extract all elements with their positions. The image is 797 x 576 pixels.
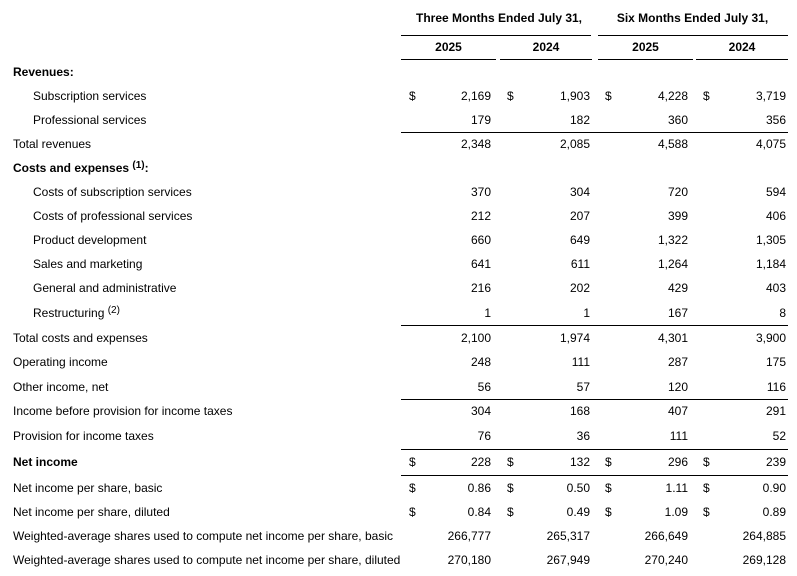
row-label: [13, 399, 232, 423]
value-cell: 36: [576, 429, 590, 443]
currency-symbol: $: [507, 455, 514, 469]
row-label: [13, 375, 108, 399]
value-cell: 2,085: [559, 137, 590, 151]
value-cell: 0.49: [566, 505, 590, 519]
value-cell: 248: [470, 355, 491, 369]
value-cell: 594: [765, 185, 786, 199]
table-row: [0, 156, 797, 180]
row-label-suffix: :: [144, 161, 149, 175]
value-cell: 1: [484, 306, 491, 320]
row-label: [33, 252, 142, 276]
year-header-4: 2024: [728, 40, 756, 54]
value-cell: 1,903: [559, 89, 590, 103]
value-cell: 76: [477, 429, 491, 443]
row-label-text: Costs of professional services: [33, 209, 193, 223]
table-row: [0, 108, 797, 132]
table-row: [0, 399, 797, 423]
row-label: [33, 276, 176, 300]
value-cell: 407: [667, 404, 688, 418]
row-label-text: Restructuring: [33, 306, 105, 320]
row-label-text: Net income per share, diluted: [13, 505, 170, 519]
value-cell: 56: [477, 380, 491, 394]
row-label-text: Operating income: [13, 355, 108, 369]
currency-symbol: $: [409, 505, 416, 519]
value-cell: 720: [667, 185, 688, 199]
value-cell: 641: [470, 257, 491, 271]
value-cell: 168: [569, 404, 590, 418]
value-cell: 3,719: [755, 89, 786, 103]
value-cell: 212: [470, 209, 491, 223]
rule-before-total-revenues: [401, 132, 788, 133]
currency-symbol: $: [605, 505, 612, 519]
row-label: [13, 60, 74, 84]
value-cell: 356: [765, 113, 786, 127]
value-cell: 399: [667, 209, 688, 223]
currency-symbol: $: [507, 505, 514, 519]
value-cell: 57: [576, 380, 590, 394]
value-cell: 1,305: [755, 233, 786, 247]
value-cell: 660: [470, 233, 491, 247]
value-cell: 216: [470, 281, 491, 295]
row-label: [13, 548, 400, 572]
value-cell: 182: [569, 113, 590, 127]
row-label-text: Costs of subscription services: [33, 185, 192, 199]
value-cell: 0.84: [467, 505, 491, 519]
rule-before-income-before-taxes: [401, 399, 788, 400]
row-label-text: Product development: [33, 233, 147, 247]
value-cell: 120: [667, 380, 688, 394]
row-label: [13, 326, 148, 350]
value-cell: 611: [570, 257, 590, 271]
value-cell: 202: [569, 281, 590, 295]
value-cell: 291: [765, 404, 786, 418]
table-row: [0, 132, 797, 156]
row-label-text: Weighted-average shares used to compute net income per share, basic: [13, 529, 393, 543]
value-cell: 360: [667, 113, 688, 127]
value-cell: 270,240: [644, 553, 688, 567]
row-label-text: Total revenues: [13, 137, 92, 151]
value-cell: 4,075: [755, 137, 786, 151]
currency-symbol: $: [409, 89, 416, 103]
footnote-marker: (2): [107, 305, 120, 316]
row-label: [33, 108, 146, 132]
value-cell: 3,900: [755, 331, 786, 345]
value-cell: 111: [571, 355, 590, 369]
table-row: [0, 301, 797, 325]
value-cell: 4,588: [657, 137, 688, 151]
value-cell: 0.90: [762, 481, 786, 495]
year-header-3: 2025: [632, 40, 659, 54]
currency-symbol: $: [605, 455, 612, 469]
table-row: [0, 350, 797, 374]
table-row: [0, 326, 797, 350]
row-label: [13, 156, 149, 180]
value-cell: 406: [765, 209, 786, 223]
value-cell: 649: [569, 233, 590, 247]
row-label: [13, 350, 108, 374]
currency-symbol: $: [605, 481, 612, 495]
value-cell: 1: [583, 306, 590, 320]
row-label-text: Income before provision for income taxes: [13, 404, 233, 418]
value-cell: 167: [667, 306, 688, 320]
row-label: [13, 450, 78, 474]
currency-symbol: $: [507, 481, 514, 495]
row-label: [13, 476, 162, 500]
value-cell: 111: [669, 429, 688, 443]
value-cell: 4,228: [657, 89, 688, 103]
value-cell: 1.11: [665, 481, 688, 495]
value-cell: 429: [667, 281, 688, 295]
value-cell: 267,949: [546, 553, 590, 567]
value-cell: 0.89: [762, 505, 786, 519]
table-row: [0, 84, 797, 108]
currency-symbol: $: [703, 89, 710, 103]
rule-before-net-income-top: [401, 449, 788, 450]
table-row: [0, 228, 797, 252]
value-cell: 370: [470, 185, 491, 199]
row-label-text: Total costs and expenses: [13, 331, 148, 345]
row-label-text: Subscription services: [33, 89, 147, 103]
currency-symbol: $: [507, 89, 514, 103]
row-label: [13, 500, 170, 524]
value-cell: 52: [772, 429, 786, 443]
year-header-2: 2024: [532, 40, 560, 54]
currency-symbol: $: [409, 481, 416, 495]
row-label: [33, 180, 192, 204]
value-cell: 132: [569, 455, 590, 469]
header-rule-three: [401, 35, 591, 36]
table-row: [0, 60, 797, 84]
value-cell: 1,264: [657, 257, 688, 271]
table-row: [0, 276, 797, 300]
value-cell: 175: [765, 355, 786, 369]
value-cell: 0.86: [467, 481, 491, 495]
value-cell: 239: [765, 455, 786, 469]
value-cell: 8: [779, 306, 786, 320]
table-row: [0, 476, 797, 500]
value-cell: 2,100: [460, 331, 491, 345]
value-cell: 403: [765, 281, 786, 295]
value-cell: 228: [470, 455, 491, 469]
table-row: [0, 524, 797, 548]
value-cell: 304: [470, 404, 491, 418]
table-row: [0, 450, 797, 474]
value-cell: 266,777: [447, 529, 491, 543]
currency-symbol: $: [605, 89, 612, 103]
row-label: [33, 301, 120, 325]
row-label-text: Sales and marketing: [33, 257, 143, 271]
value-cell: 4,301: [657, 331, 688, 345]
row-label-text: Net income: [13, 455, 78, 469]
row-label: [13, 424, 154, 448]
value-cell: 1,974: [559, 331, 590, 345]
currency-symbol: $: [409, 455, 416, 469]
footnote-marker: (1): [132, 160, 145, 171]
table-row: [0, 548, 797, 572]
value-cell: 207: [569, 209, 590, 223]
value-cell: 116: [766, 380, 786, 394]
row-label-text: Weighted-average shares used to compute net income per share, diluted: [13, 553, 401, 567]
row-label: [33, 84, 146, 108]
value-cell: 1,184: [755, 257, 786, 271]
table-row: [0, 252, 797, 276]
row-label-text: Costs and expenses: [13, 161, 130, 175]
value-cell: 296: [667, 455, 688, 469]
value-cell: 2,169: [460, 89, 491, 103]
row-label-text: Professional services: [33, 113, 147, 127]
table-row: [0, 180, 797, 204]
row-label-text: Provision for income taxes: [13, 429, 154, 443]
row-label: [33, 228, 146, 252]
value-cell: 179: [470, 113, 491, 127]
value-cell: 1,322: [657, 233, 688, 247]
year-header-1: 2025: [435, 40, 462, 54]
row-label: [13, 132, 91, 156]
row-label-text: Revenues:: [13, 65, 74, 79]
row-label: [13, 524, 393, 548]
value-cell: 265,317: [546, 529, 590, 543]
value-cell: 270,180: [447, 553, 491, 567]
row-label-text: Net income per share, basic: [13, 481, 163, 495]
value-cell: 2,348: [460, 137, 491, 151]
header-three-months: Three Months Ended July 31,: [415, 11, 583, 25]
value-cell: 304: [569, 185, 590, 199]
currency-symbol: $: [703, 455, 710, 469]
row-label-text: Other income, net: [13, 380, 109, 394]
value-cell: 264,885: [742, 529, 786, 543]
row-label-text: General and administrative: [33, 281, 177, 295]
value-cell: 0.50: [566, 481, 590, 495]
rule-after-net-income: [401, 475, 788, 476]
header-rule-six: [598, 35, 788, 36]
value-cell: 1.09: [664, 505, 688, 519]
currency-symbol: $: [703, 505, 710, 519]
table-row: [0, 375, 797, 399]
table-row: [0, 500, 797, 524]
rule-before-total-costs: [401, 325, 788, 326]
currency-symbol: $: [703, 481, 710, 495]
value-cell: 266,649: [644, 529, 688, 543]
table-row: [0, 424, 797, 448]
value-cell: 287: [667, 355, 688, 369]
row-label: [33, 204, 192, 228]
header-six-months: Six Months Ended July 31,: [616, 11, 769, 25]
table-row: [0, 204, 797, 228]
value-cell: 269,128: [742, 553, 786, 567]
